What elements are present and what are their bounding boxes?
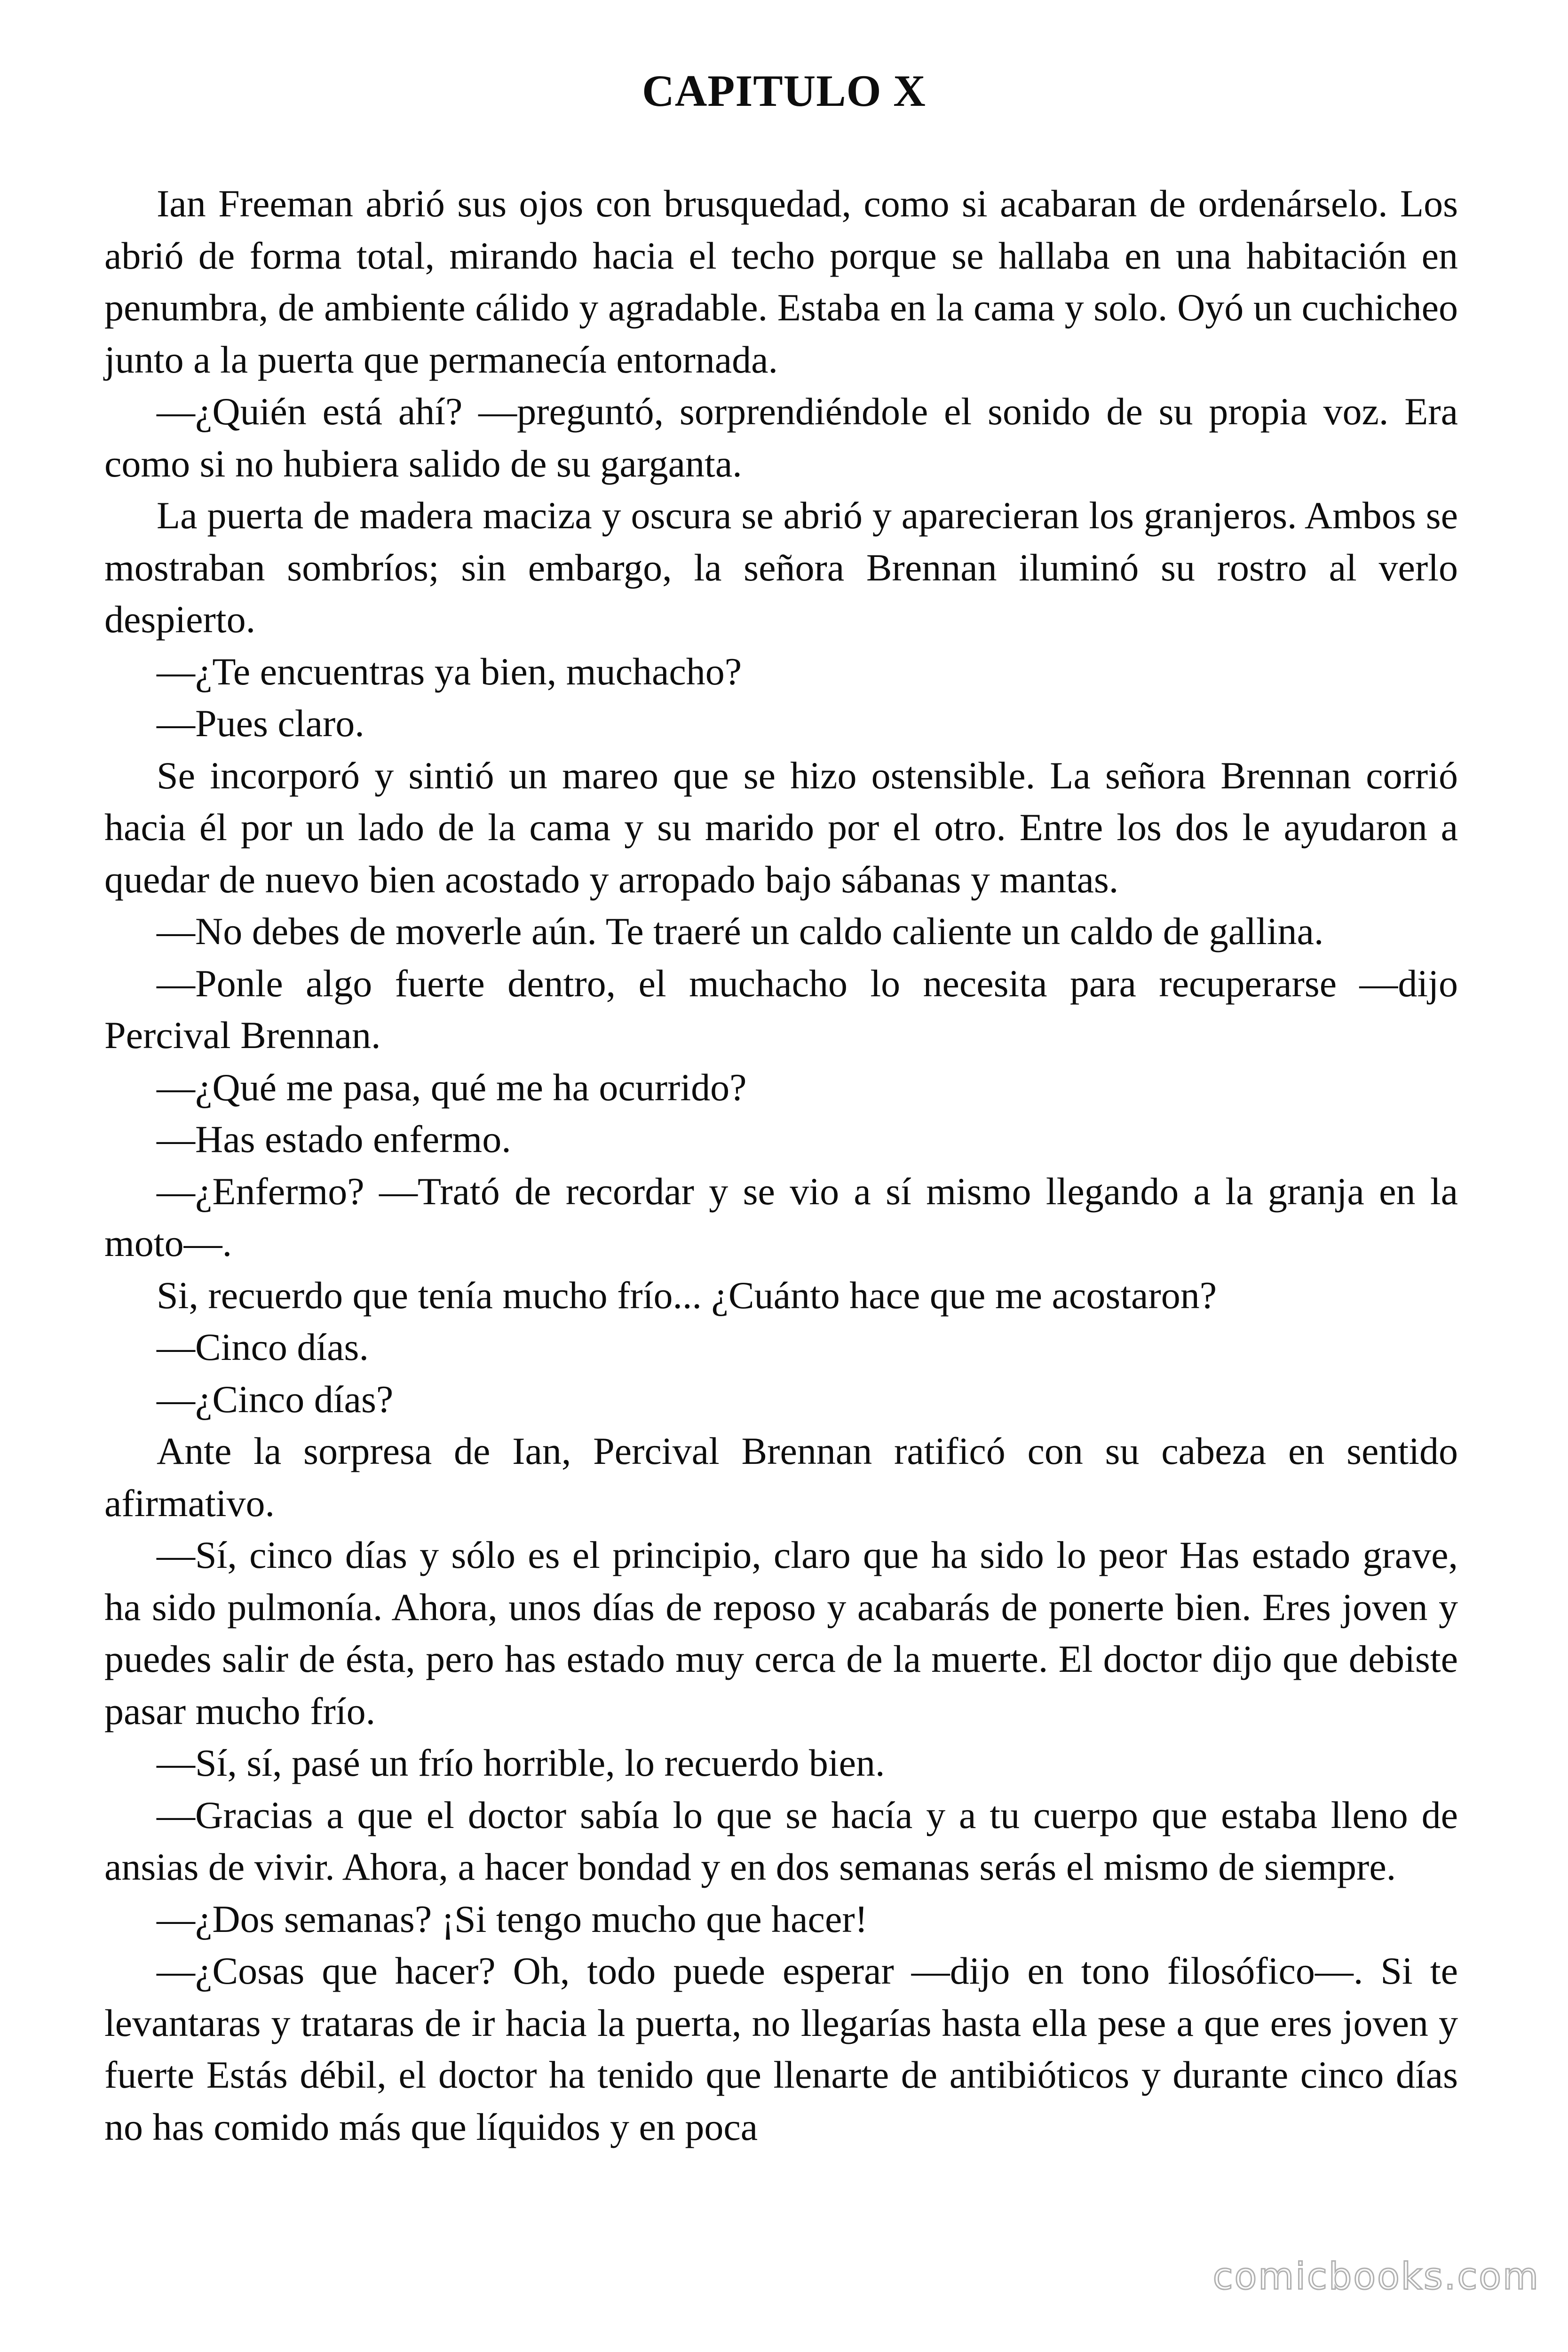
paragraph-13: —Cinco días.	[157, 1326, 369, 1368]
paragraph-9: —¿Qué me pasa, qué me ha ocurrido?	[157, 1065, 747, 1109]
paragraph-17: —Sí, sí, pasé un frío horrible, lo recuerdo bien.	[157, 1741, 885, 1784]
paragraph-8: —Ponle algo fuerte dentro, el muchacho lo necesita para recuperarse —dijo Percival Brennan.	[104, 961, 1458, 1057]
paragraph-2: —¿Quién está ahí? —preguntó, sorprendiéndole el sonido de su propia voz. Era como si no hubiera salido de su garganta.	[104, 390, 1458, 485]
paragraph-11: —¿Enfermo? —Trató de recordar y se vio a sí mismo llegando a la granja en la moto—.	[104, 1169, 1458, 1264]
paragraph-18: —Gracias a que el doctor sabía lo que se hacía y a tu cuerpo que estaba lleno de ansias de vivir. Ahora, a hacer bondad y en dos semanas serás el mismo de siempre.	[104, 1793, 1458, 1888]
paragraph-15: Ante la sorpresa de Ian, Percival Brennan ratificó con su cabeza en sentido afirmativo.	[104, 1430, 1458, 1525]
paragraph-1: Ian Freeman abrió sus ojos con brusquedad, como si acabaran de ordenárselo. Los abrió de forma total, mirando hacia el techo porque se hallaba en una habitación en penumbra, de ambiente cálido y agradable. Estaba en la cama y solo. Oyó un cuchicheo junto a la puerta que permanecía entornada.	[104, 182, 1458, 381]
chapter-body	[104, 178, 1458, 2153]
paragraph-6: Se incorporó y sintió un mareo que se hizo ostensible. La señora Brennan corrió hacia él por un lado de la cama y su marido por el otro. Entre los dos le ayudaron a quedar de nuevo bien acostado y arropado bajo sábanas y mantas.	[104, 754, 1458, 901]
paragraph-19: —¿Dos semanas? ¡Si tengo mucho que hacer!	[157, 1897, 868, 1940]
chapter-title: CAPITULO X	[642, 66, 926, 116]
paragraph-3: La puerta de madera maciza y oscura se abrió y aparecieran los granjeros. Ambos se mostraban sombríos; sin embargo, la señora Brennan iluminó su rostro al verlo despierto.	[104, 494, 1458, 641]
paragraph-4: —¿Te encuentras ya bien, muchacho?	[157, 650, 742, 693]
paragraph-12: Si, recuerdo que tenía mucho frío... ¿Cuánto hace que me acostaron?	[157, 1273, 1217, 1317]
paragraph-16: —Sí, cinco días y sólo es el principio, claro que ha sido lo peor Has estado grave, ha sido pulmonía. Ahora, unos días de reposo y acabarás de ponerte bien. Eres joven y puedes salir de ésta, pero has estado muy cerca de la muerte. El doctor dijo que debiste pasar mucho frío.	[104, 1534, 1458, 1732]
paragraph-10: —Has estado enfermo.	[157, 1118, 511, 1160]
paragraph-20: —¿Cosas que hacer? Oh, todo puede esperar —dijo en tono filosófico—. Si te levantaras y trataras de ir hacia la puerta, no llegarías hasta ella pese a que eres joven y fuerte Estás débil, el doctor ha tenido que llenarte de antibióticos y durante cinco días no has comido más que líquidos y en poca	[104, 1949, 1458, 2148]
paragraph-7: —No debes de moverle aún. Te traeré un caldo caliente un caldo de gallina.	[157, 910, 1324, 953]
paragraph-5: —Pues claro.	[157, 702, 364, 745]
site-watermark: comicbooks.com	[1212, 2256, 1540, 2298]
paragraph-14: —¿Cinco días?	[157, 1377, 394, 1421]
